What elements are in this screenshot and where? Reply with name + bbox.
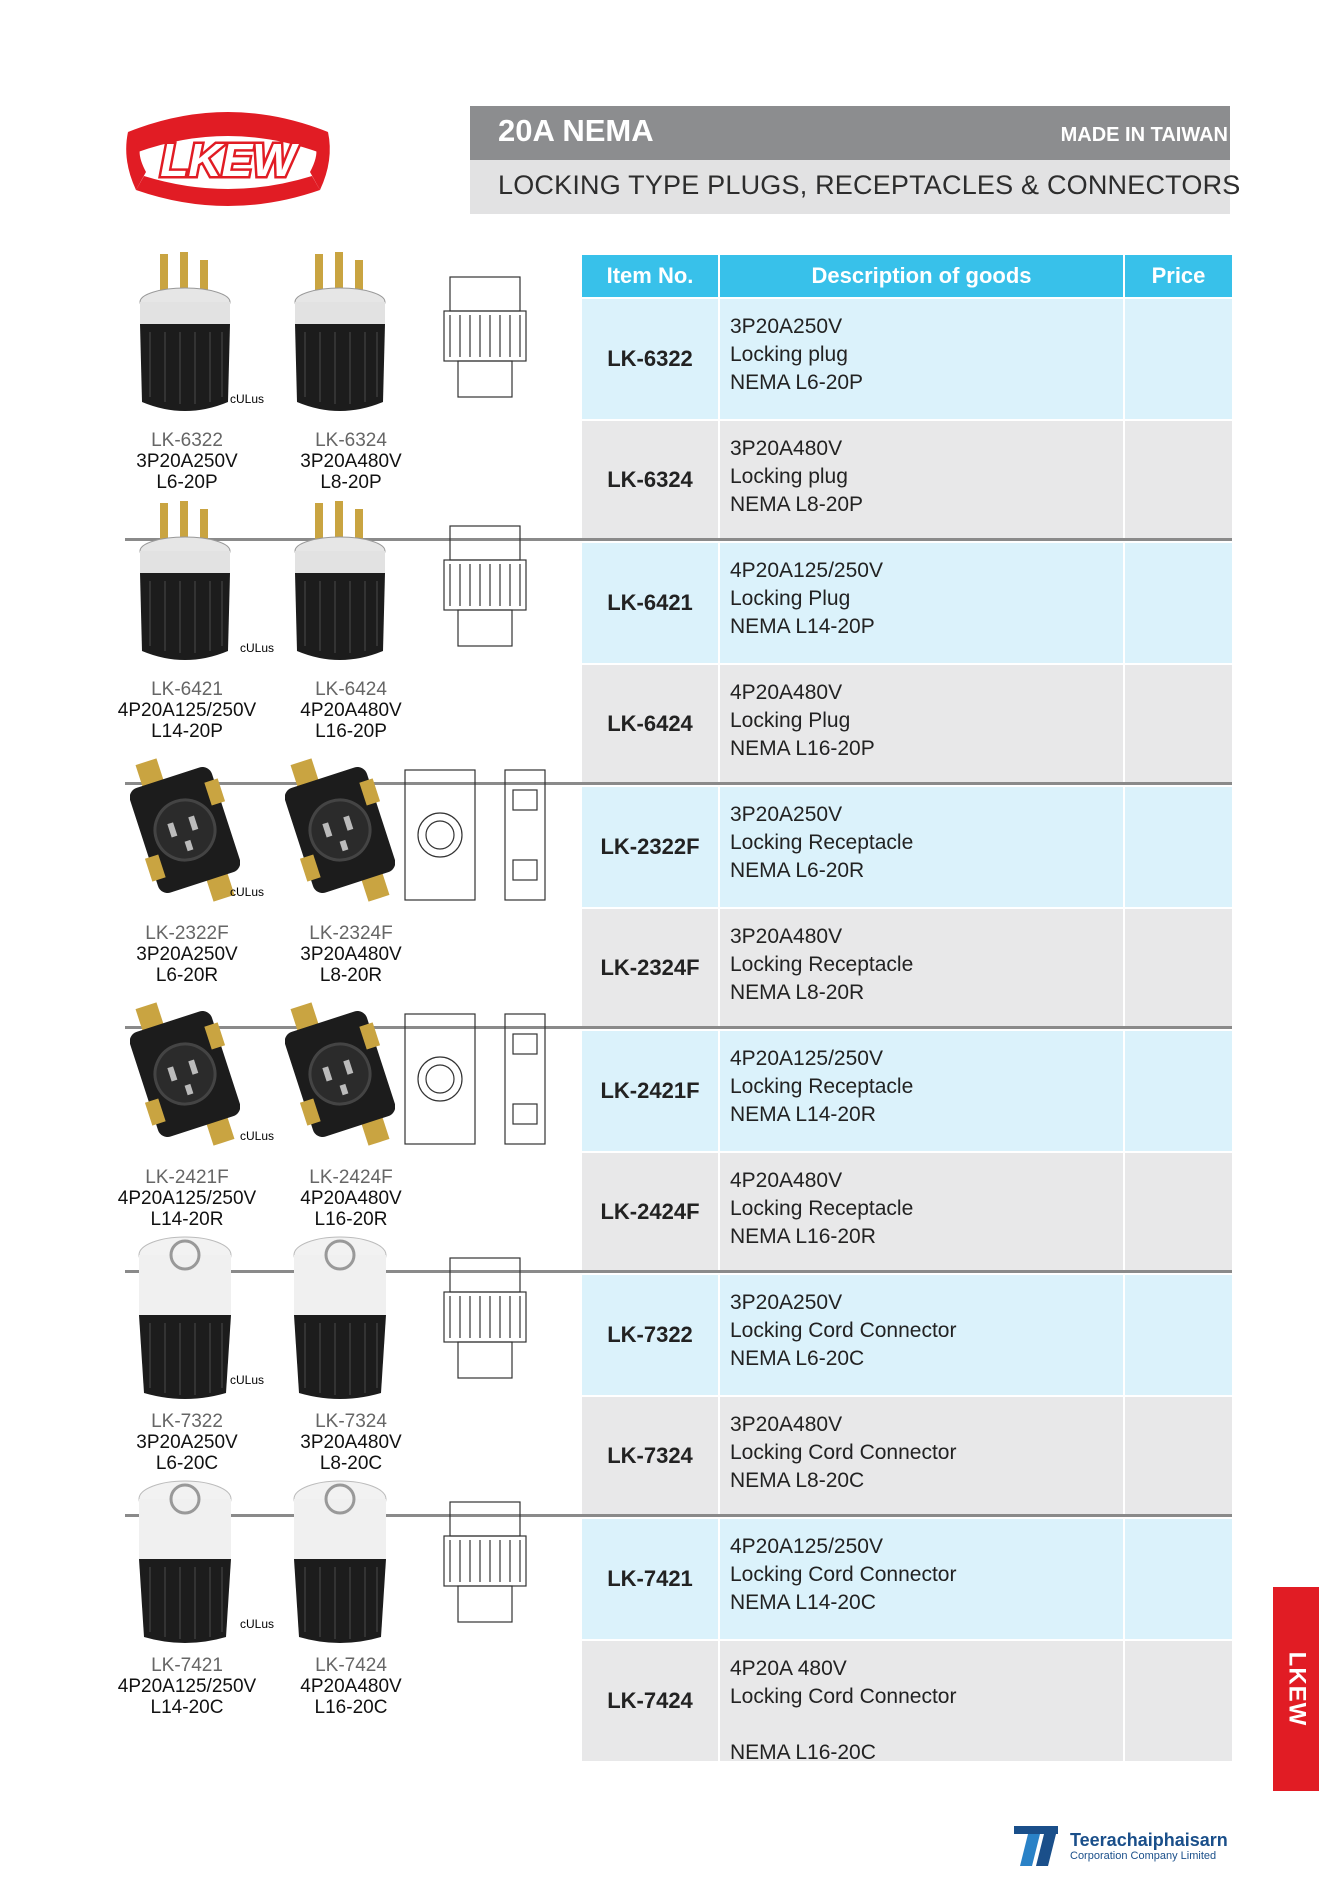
item-number: LK-6322 (582, 299, 720, 419)
item-number: LK-6324 (582, 421, 720, 538)
description-cell (720, 1397, 1125, 1514)
table-row (582, 1639, 1232, 1764)
caption-nema: L8-20C (319, 1453, 383, 1474)
product-image (130, 501, 240, 671)
description-line: NEMA L6-20P (730, 371, 864, 394)
lkew-logo (122, 102, 334, 218)
description-line: NEMA L14-20C (730, 1591, 876, 1614)
description-line: Locking Cord Connector (730, 1563, 957, 1586)
description-line: Locking Receptacle (730, 831, 914, 854)
product-image (285, 1477, 395, 1647)
item-number: LK-6424 (582, 665, 720, 782)
description-line: 3P20A250V (730, 315, 843, 338)
caption-spec: 4P20A480V (300, 1188, 402, 1209)
caption-code: LK-6421 (151, 679, 223, 700)
caption-spec: 4P20A480V (300, 700, 402, 721)
product-caption (102, 1167, 272, 1230)
description-line: Locking plug (730, 465, 848, 488)
price-cell (1125, 299, 1232, 419)
dimension-drawing (430, 1482, 550, 1647)
description-cell (720, 543, 1125, 663)
description-line: 3P20A250V (730, 1291, 843, 1314)
product-caption (102, 1655, 272, 1718)
table-row (582, 1151, 1232, 1273)
caption-spec: 3P20A250V (136, 1432, 238, 1453)
product-image (285, 745, 395, 915)
product-image (130, 1233, 240, 1403)
product-image (130, 989, 240, 1159)
price-cell (1125, 909, 1232, 1026)
description-line: 4P20A125/250V (730, 1047, 883, 1070)
dimension-drawing (395, 994, 585, 1159)
item-number: LK-7424 (582, 1641, 720, 1761)
side-tab-label: LKEW (1283, 1651, 1310, 1727)
description-line: Locking Plug (730, 587, 851, 610)
product-caption (102, 1411, 272, 1474)
product-image (130, 1477, 240, 1647)
description-line: Locking Receptacle (730, 1075, 914, 1098)
caption-code: LK-6324 (315, 430, 387, 451)
description-cell (720, 909, 1125, 1026)
price-cell (1125, 787, 1232, 907)
product-image (130, 252, 240, 422)
caption-code: LK-2322F (145, 923, 229, 944)
description-cell (720, 1275, 1125, 1395)
price-cell (1125, 1031, 1232, 1151)
ul-certification-mark: cULus (240, 1129, 275, 1143)
caption-nema: L8-20R (319, 965, 383, 986)
description-line: 4P20A 480V (730, 1657, 847, 1680)
description-line: Locking Cord Connector (730, 1441, 957, 1464)
caption-spec: 3P20A480V (300, 1432, 402, 1453)
description-line: 4P20A480V (730, 681, 843, 704)
description-line: NEMA L16-20R (730, 1225, 876, 1248)
item-number: LK-7421 (582, 1519, 720, 1639)
description-line: 3P20A480V (730, 437, 843, 460)
description-line: 3P20A480V (730, 1413, 843, 1436)
table-row (582, 1273, 1232, 1395)
price-cell (1125, 1397, 1232, 1514)
ul-certification-mark: cULus (240, 1617, 275, 1631)
teerachaiphaisarn-logo-icon (1010, 1820, 1070, 1870)
description-line: NEMA L16-20C (730, 1741, 876, 1764)
product-image (285, 1233, 395, 1403)
page-title: 20A NEMA (498, 113, 654, 148)
table-row (582, 1517, 1232, 1639)
caption-spec: 3P20A480V (300, 944, 402, 965)
description-line: 4P20A125/250V (730, 1535, 883, 1558)
product-caption (266, 430, 436, 493)
price-cell (1125, 421, 1232, 538)
company-name: Teerachaiphaisarn (1070, 1830, 1228, 1850)
caption-code: LK-7424 (315, 1655, 387, 1676)
ul-certification-mark: cULus (240, 641, 275, 655)
description-line: Locking Cord Connector (730, 1319, 957, 1342)
caption-code: LK-6424 (315, 679, 387, 700)
caption-code: LK-2324F (309, 923, 393, 944)
item-number: LK-2421F (582, 1031, 720, 1151)
description-line: NEMA L8-20P (730, 493, 864, 516)
origin-label: MADE IN TAIWAN (1060, 124, 1228, 146)
table-row (582, 907, 1232, 1029)
product-image (285, 501, 395, 671)
caption-spec: 3P20A480V (300, 451, 402, 472)
page-subtitle: LOCKING TYPE PLUGS, RECEPTACLES & CONNECTORS (498, 170, 1241, 200)
header-description: Description of goods (720, 255, 1125, 297)
item-number: LK-2322F (582, 787, 720, 907)
caption-code: LK-7421 (151, 1655, 223, 1676)
product-caption (266, 1167, 436, 1230)
product-image (285, 989, 395, 1159)
caption-nema: L6-20P (156, 472, 218, 493)
item-number: LK-2424F (582, 1153, 720, 1270)
description-line: 3P20A250V (730, 803, 843, 826)
caption-spec: 4P20A125/250V (117, 700, 257, 721)
item-number: LK-6421 (582, 543, 720, 663)
description-cell (720, 421, 1125, 538)
price-cell (1125, 665, 1232, 782)
table-row (582, 419, 1232, 541)
product-caption (102, 430, 272, 493)
item-number: LK-2324F (582, 909, 720, 1026)
price-cell (1125, 1519, 1232, 1639)
caption-nema: L16-20R (314, 1209, 388, 1230)
description-line: Locking Plug (730, 709, 851, 732)
table-row (582, 1395, 1232, 1517)
description-line: Locking Cord Connector (730, 1685, 957, 1708)
caption-code: LK-7324 (315, 1411, 387, 1432)
dimension-drawing (430, 506, 550, 671)
logo-text: LKEW (160, 134, 296, 186)
caption-nema: L14-20P (151, 721, 223, 742)
description-line: NEMA L14-20R (730, 1103, 876, 1126)
table-row (582, 1029, 1232, 1151)
table-row (582, 541, 1232, 663)
caption-code: LK-2421F (145, 1167, 229, 1188)
description-cell (720, 1519, 1125, 1639)
ul-certification-mark: cULus (230, 1373, 265, 1387)
description-line: NEMA L14-20P (730, 615, 875, 638)
description-line: 3P20A480V (730, 925, 843, 948)
product-caption (102, 679, 272, 742)
description-line: Locking Receptacle (730, 953, 914, 976)
caption-code: LK-2424F (309, 1167, 393, 1188)
caption-spec: 4P20A125/250V (117, 1188, 257, 1209)
description-cell (720, 665, 1125, 782)
ul-certification-mark: cULus (230, 392, 265, 406)
caption-spec: 4P20A480V (300, 1676, 402, 1697)
ul-certification-mark: cULus (230, 885, 265, 899)
description-line: NEMA L6-20C (730, 1347, 865, 1370)
item-number: LK-7324 (582, 1397, 720, 1514)
product-image (130, 745, 240, 915)
product-caption (266, 923, 436, 986)
price-cell (1125, 1153, 1232, 1270)
dimension-drawing (395, 750, 585, 915)
description-cell (720, 299, 1125, 419)
caption-nema: L16-20P (315, 721, 387, 742)
product-caption (266, 1411, 436, 1474)
caption-nema: L14-20R (150, 1209, 224, 1230)
description-line: NEMA L8-20R (730, 981, 865, 1004)
caption-code: LK-7322 (151, 1411, 223, 1432)
product-caption (266, 1655, 436, 1718)
description-line: 4P20A480V (730, 1169, 843, 1192)
product-caption (266, 679, 436, 742)
caption-spec: 3P20A250V (136, 451, 238, 472)
description-line: 4P20A125/250V (730, 559, 883, 582)
table-row (582, 663, 1232, 785)
caption-nema: L6-20C (155, 1453, 219, 1474)
caption-code: LK-6322 (151, 430, 223, 451)
description-cell (720, 1153, 1125, 1270)
header-item-no: Item No. (582, 255, 720, 297)
product-table (582, 255, 1232, 1764)
price-cell (1125, 1641, 1232, 1761)
price-cell (1125, 1275, 1232, 1395)
description-line: Locking Receptacle (730, 1197, 914, 1220)
dimension-drawing (430, 1238, 550, 1403)
description-cell (720, 787, 1125, 907)
price-cell (1125, 543, 1232, 663)
description-cell (720, 1031, 1125, 1151)
caption-nema: L14-20C (150, 1697, 224, 1718)
header-price: Price (1151, 263, 1206, 288)
description-line: NEMA L8-20C (730, 1469, 865, 1492)
table-row (582, 785, 1232, 907)
product-caption (102, 923, 272, 986)
description-cell (720, 1641, 1125, 1764)
description-line: NEMA L6-20R (730, 859, 865, 882)
description-line: NEMA L16-20P (730, 737, 875, 760)
product-image (285, 252, 395, 422)
item-number: LK-7322 (582, 1275, 720, 1395)
description-line: Locking plug (730, 343, 848, 366)
caption-spec: 4P20A125/250V (117, 1676, 257, 1697)
dimension-drawing (430, 257, 550, 422)
company-subtitle: Corporation Company Limited (1070, 1850, 1217, 1862)
caption-nema: L8-20P (320, 472, 382, 493)
table-header-row (582, 255, 1232, 297)
caption-nema: L6-20R (155, 965, 219, 986)
table-row (582, 297, 1232, 419)
description-line (730, 1711, 1123, 1739)
caption-nema: L16-20C (314, 1697, 388, 1718)
table-body (582, 297, 1232, 1764)
caption-spec: 3P20A250V (136, 944, 238, 965)
